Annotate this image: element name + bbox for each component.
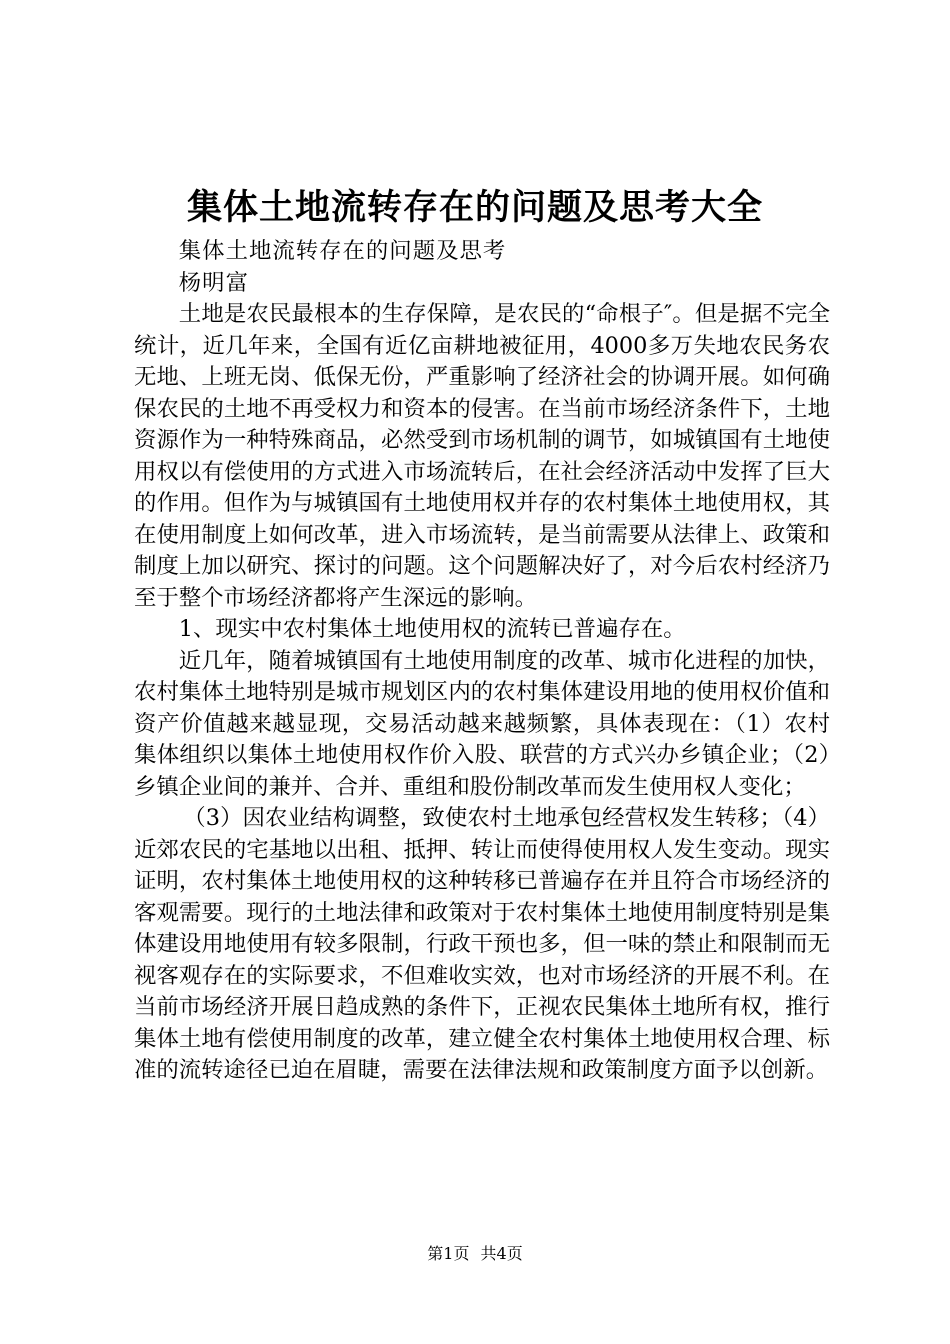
document-body — [134, 236, 830, 1087]
page-total: 共4页 — [480, 1244, 523, 1263]
paragraph-intro: 土地是农民最根本的生存保障，是农民的“命根子″。但是据不完全统计，近几年来，全国有近亿亩耕地被征用，4000多万失地农民务农无地、上班无岗、低保无份，严重影响了经济社会的协调开展。如何确保农民的土地不再受权力和资本的侵害。在当前市场经济条件下，土地资源作为一种特殊商品，必然受到市场机制的调节，如城镇国有土地使用权以有偿使用的方式进入市场流转后，在社会经济活动中发挥了巨大的作用。但作为与城镇国有土地使用权并存的农村集体土地使用权，其在使用制度上如何改革，进入市场流转，是当前需要从法律上、政策和制度上加以研究、探讨的问题。这个问题解决好了，对今后农村经济乃至于整个市场经济都将产生深远的影响。 — [134, 301, 830, 611]
page-number: 第1页 — [427, 1244, 470, 1263]
document-subtitle: 集体土地流转存在的问题及思考 — [178, 238, 507, 264]
document-title: 集体土地流转存在的问题及思考大全 — [186, 188, 763, 228]
document-author: 杨明富 — [178, 269, 249, 296]
paragraph-section-1-continued: （3）因农业结构调整，致使农村土地承包经营权发生转移；（4）近郊农民的宅基地以出租、抵押、转让而使得使用权人发生变动。现实证明，农村集体土地使用权的这种转移已普遍存在并且符合市场经济的客观需要。现行的土地法律和政策对于农村集体土地使用制度特别是集体建设用地使用有较多限制，行政干预也多，但一味的禁止和限制而无视客观存在的实际要求，不但难收实效，也对市场经济的开展不利。在当前市场经济开展日趋成熟的条件下，正视农民集体土地所有权，推行集体土地有偿使用制度的改革，建立健全农村集体土地使用权合理、标准的流转途径已迫在眉睫，需要在法律法规和政策制度方面予以创新。 — [134, 805, 830, 1083]
paragraph-section-1: 近几年，随着城镇国有土地使用制度的改革、城市化进程的加快，农村集体土地特别是城市规划区内的农村集体建设用地的使用权价值和资产价值越来越显现，交易活动越来越频繁，具体表现在：（1）农村集体组织以集体土地使用权作价入股、联营的方式兴办乡镇企业；（2）乡镇企业间的兼并、合并、重组和股份制改革而发生使用权人变化； — [134, 647, 830, 800]
page-footer — [0, 1243, 950, 1265]
section-heading-1: 1、现实中农村集体土地使用权的流转已普遍存在。 — [178, 616, 686, 642]
